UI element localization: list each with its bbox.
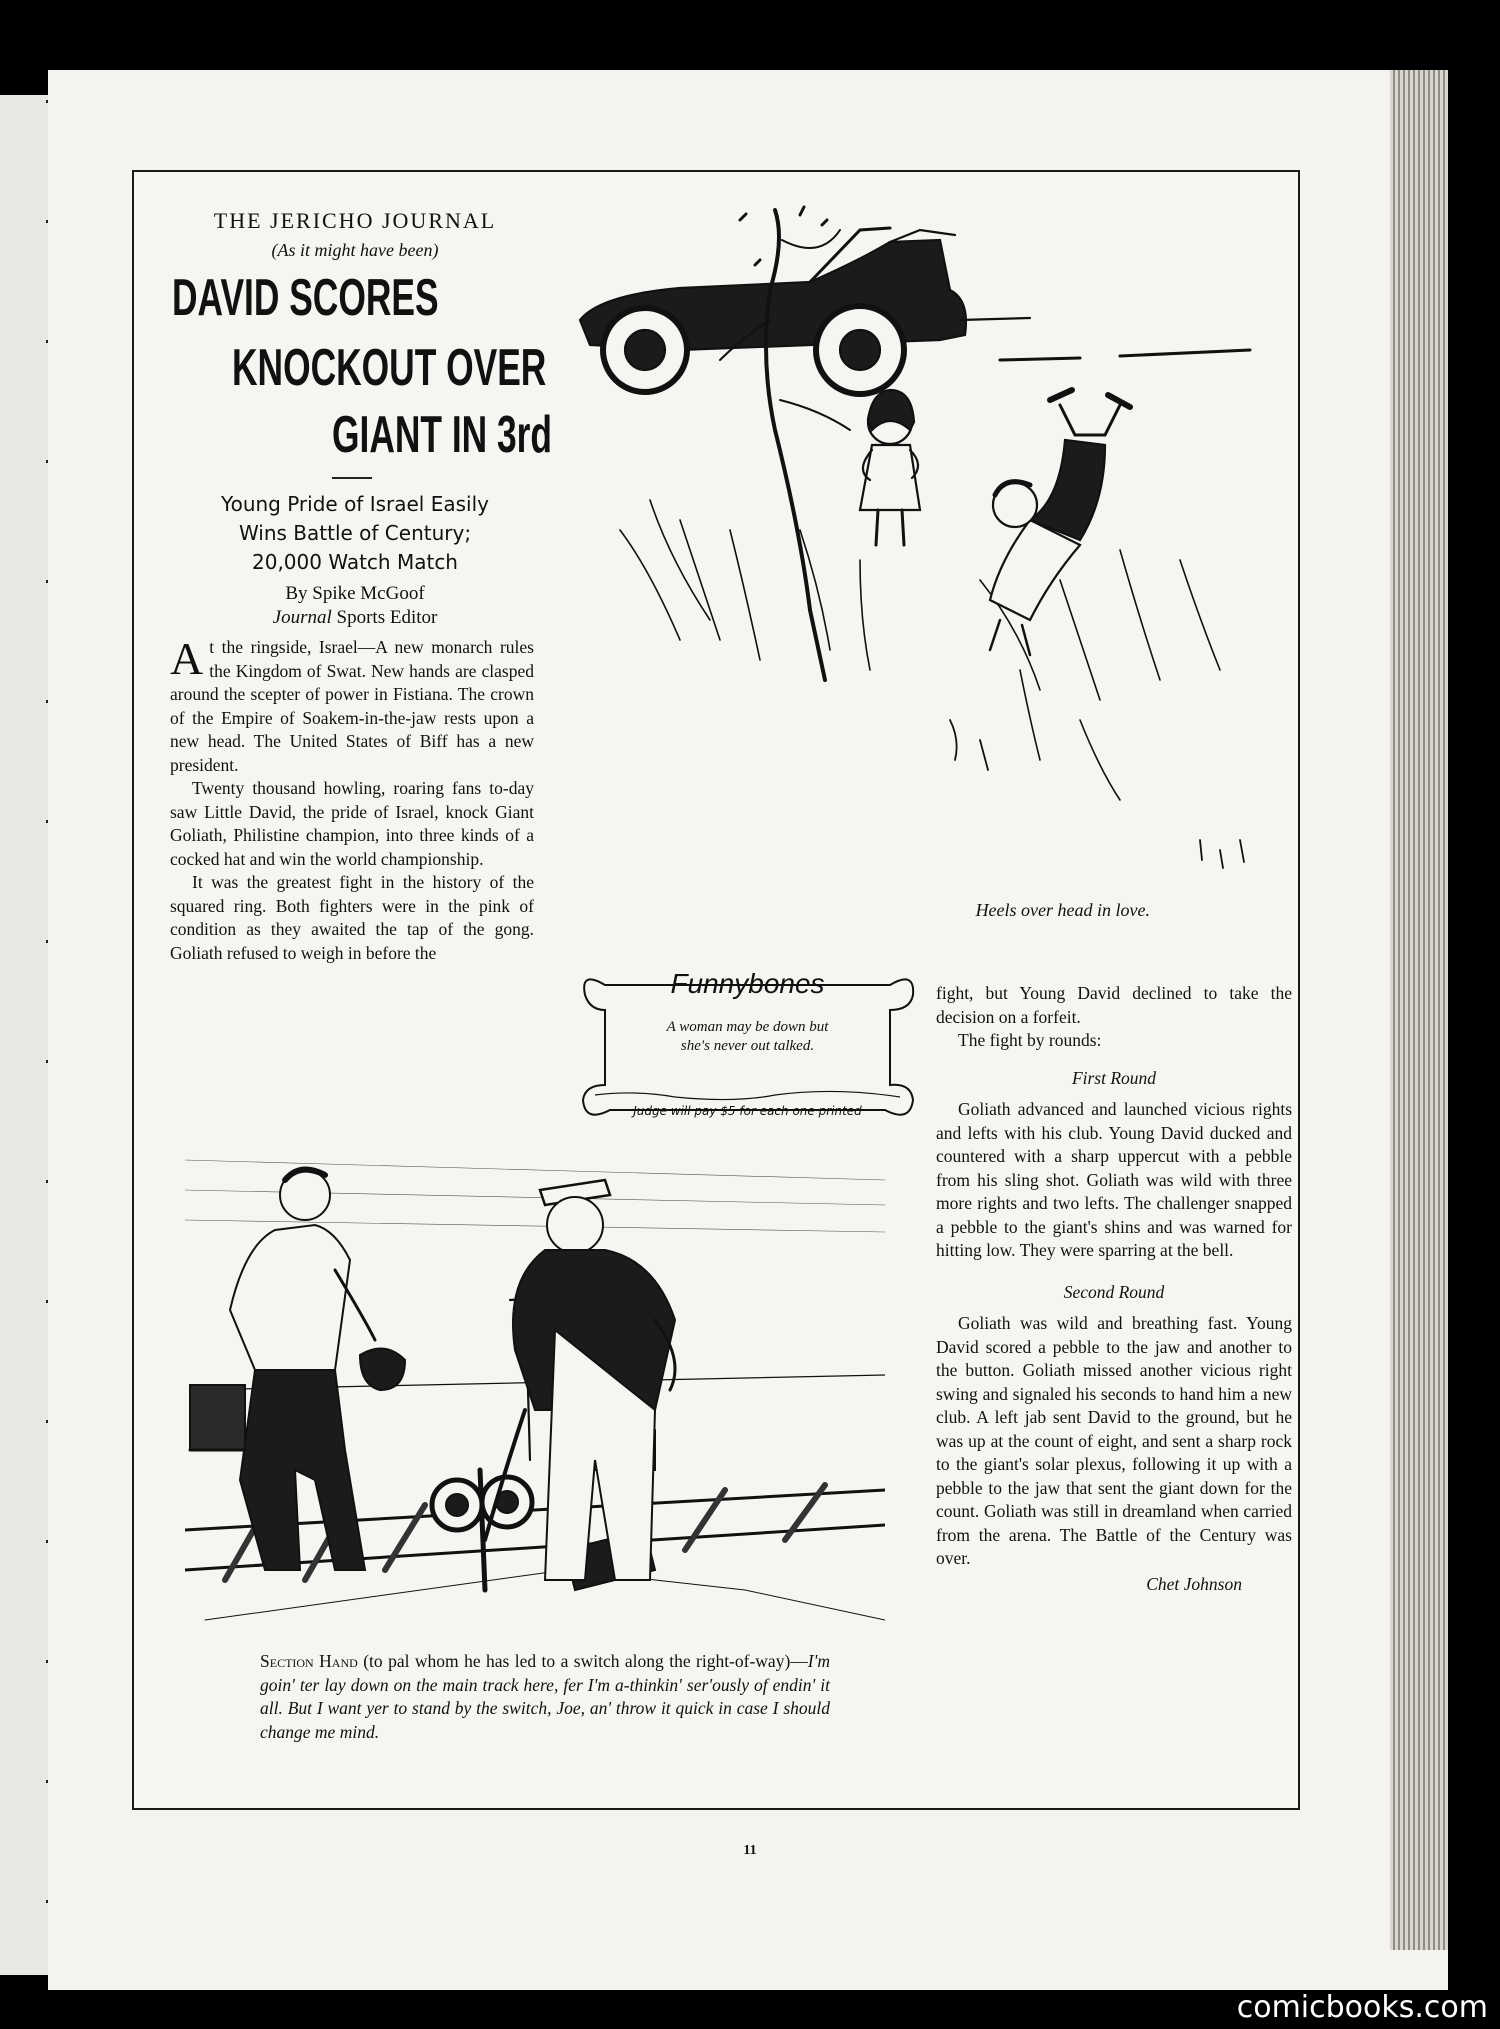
top-cartoon-caption: Heels over head in love. (975, 900, 1150, 920)
byline-title (160, 606, 550, 630)
headline-rule (332, 477, 372, 479)
byline-author: By Spike McGoof (285, 583, 425, 604)
funnybones-joke (610, 1018, 885, 1056)
article-paragraph-2: Twenty thousand howling, roaring fans to-day saw Little David, the pride of Israel, knock Giant Goliath, Philistine champion, into three kinds of a cocked hat and win the world championship. (170, 778, 534, 869)
headline-line-3: GIANT IN 3rd (332, 406, 553, 464)
headline-line-2: KNOCKOUT OVER (232, 339, 547, 397)
article-column-1 (170, 633, 534, 965)
deck-headline (160, 490, 550, 577)
bottom-cartoon-illustration (185, 1150, 885, 1645)
deck-line-2: Wins Battle of Century; (238, 521, 472, 545)
article-paragraph-1-text: t the ringside, Israel—A new monarch rules the Kingdom of Swat. New hands are clasped around the scepter of power in Fistiana. The crown of the Empire of Soakem-in-the-jaw rests upon a new head. The United States of Biff has a new president. (170, 637, 534, 775)
watermark: comicbooks.com (1236, 1990, 1488, 2025)
deck-line-1: Young Pride of Israel Easily (221, 492, 489, 516)
facing-page-edge (0, 95, 51, 1975)
top-cartoon-illustration (560, 200, 1290, 890)
masthead-subtitle: (As it might have been) (271, 240, 439, 260)
caption-stage-direction: (to pal whom he has led to a switch along the right-of-way)— (357, 1651, 808, 1671)
deck-line-3: 20,000 Watch Match (252, 550, 458, 574)
round-2-heading: Second Round (1063, 1281, 1165, 1302)
bottom-cartoon-caption (260, 1650, 830, 1744)
article-paragraph-1 (170, 633, 534, 777)
funnybones-joke-line-1: A woman may be down but (666, 1019, 829, 1035)
round-1-text: Goliath advanced and launched vicious rights and lefts with his club. Young David ducked and countered with a sharp uppercut with a pebble from his sling shot. Goliath was wild with three more rights and two lefts. The challenger snapped a pebble to the giant's shins and was warned for hitting low. They were sparring at the bell. (936, 1099, 1292, 1260)
masthead: THE JERICHO JOURNAL (213, 208, 497, 233)
signature: Chet Johnson (1146, 1573, 1242, 1594)
byline-title-rest: Sports Editor (331, 607, 438, 628)
article-column-2 (936, 982, 1292, 1596)
funnybones-title: Funnybones (670, 968, 825, 999)
byline (160, 582, 550, 630)
headline-line-1: DAVID SCORES (172, 269, 439, 327)
funnybones-footer: Judge will pay $5 for each one printed (633, 1104, 862, 1118)
article-paragraph-4: The fight by rounds: (958, 1030, 1102, 1050)
article-paragraph-3-continued: fight, but Young David declined to take the decision on a forfeit. (936, 983, 1292, 1027)
page-stack-edge (1390, 70, 1448, 1950)
article-paragraph-3: It was the greatest fight in the history of the squared ring. Both fighters were in the pink of condition as they awaited the tap of the gong. Goliath refused to weigh in before the (170, 872, 534, 963)
caption-speaker: Section Hand (260, 1651, 358, 1671)
page-number: 11 (743, 1843, 757, 1858)
funnybones-joke-line-2: she's never out talked. (680, 1038, 815, 1054)
drop-cap: A (170, 633, 204, 684)
caption-dialogue: I'm goin' ter lay down on the main track here, fer I'm a-thinkin' ser'ously of endin' it all. But I want yer to stand by the switch, Joe, an' throw it quick in case I should change me mind. (260, 1651, 830, 1742)
byline-title-italic: Journal (272, 607, 332, 628)
round-2-text: Goliath was wild and breathing fast. Young David scored a pebble to the jaw and another to the button. Goliath missed another vicious right swing and signaled his seconds to hand him a new club. A left jab sent David to the ground, but he was up at the count of eight, and sent a sharp rock to the giant's solar plexus, following it up with a pebble to the jaw that sent the giant down for the count. Goliath was still in dreamland when carried from the arena. The Battle of the Century was over. (936, 1313, 1292, 1568)
round-1-heading: First Round (1071, 1067, 1157, 1088)
